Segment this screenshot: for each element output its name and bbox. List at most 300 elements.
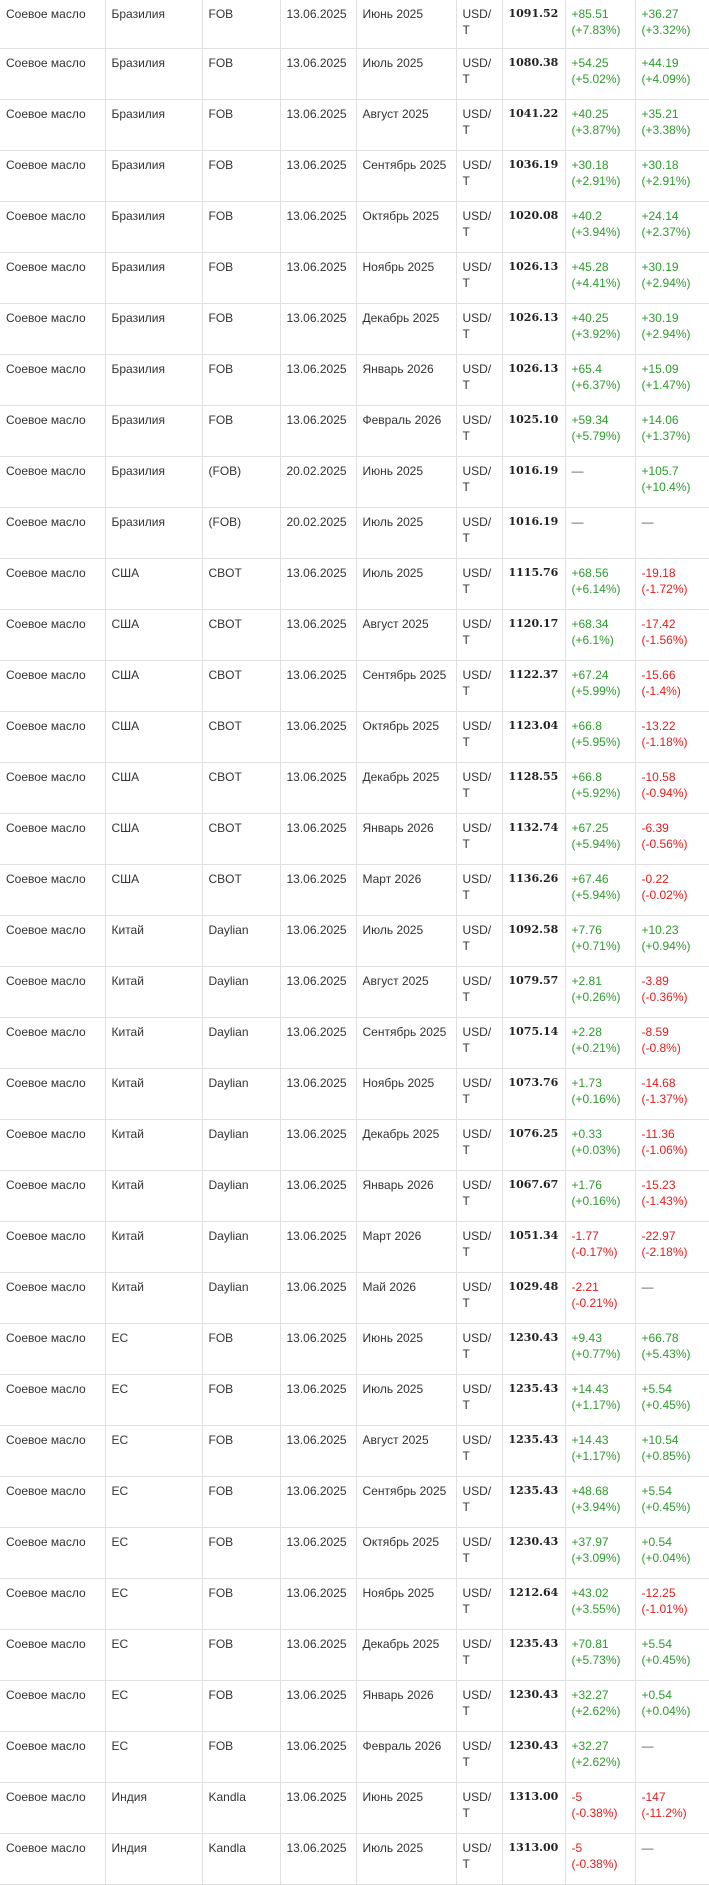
change-week-cell	[565, 864, 635, 915]
unit-text: T	[462, 683, 470, 698]
table-row	[0, 1323, 709, 1374]
period-cell: Сентябрь 2025	[356, 1476, 456, 1527]
price-cell: 1029.48	[502, 1272, 565, 1323]
change-month-cell	[635, 813, 709, 864]
change-value: +30.18	[571, 157, 609, 172]
basis-cell: (FOB)	[202, 456, 280, 507]
basis-cell: CBOT	[202, 558, 280, 609]
basis-cell: FOB	[202, 1374, 280, 1425]
unit-text: USD/	[462, 208, 492, 223]
unit-text: USD/	[462, 616, 492, 631]
change-percent: (+5.94%)	[571, 836, 621, 851]
country-cell: Китай	[105, 1272, 202, 1323]
country-cell: Китай	[105, 915, 202, 966]
period-cell: Ноябрь 2025	[356, 252, 456, 303]
change-week-cell	[565, 354, 635, 405]
change-month-cell	[635, 1731, 709, 1782]
change-value: -12.25	[641, 1585, 676, 1600]
price-cell: 1123.04	[502, 711, 565, 762]
change-month-cell	[635, 1119, 709, 1170]
unit-text: T	[462, 275, 470, 290]
unit-text: T	[462, 326, 470, 341]
price-cell: 1026.13	[502, 252, 565, 303]
change-month-cell	[635, 1833, 709, 1884]
basis-cell: Daylian	[202, 1221, 280, 1272]
change-week-cell	[565, 762, 635, 813]
period-cell: Сентябрь 2025	[356, 1017, 456, 1068]
product-cell: Соевое масло	[0, 303, 105, 354]
unit-cell	[456, 711, 502, 762]
basis-cell: Daylian	[202, 1170, 280, 1221]
change-week-cell	[565, 1170, 635, 1221]
basis-cell: FOB	[202, 252, 280, 303]
country-cell: Бразилия	[105, 303, 202, 354]
period-cell: Декабрь 2025	[356, 303, 456, 354]
product-cell: Соевое масло	[0, 1833, 105, 1884]
change-percent: (+3.38%)	[641, 122, 691, 137]
basis-cell: FOB	[202, 1323, 280, 1374]
change-month-cell	[635, 0, 709, 48]
unit-text: USD/	[462, 718, 492, 733]
change-value: +66.78	[641, 1330, 679, 1345]
unit-cell	[456, 966, 502, 1017]
price-cell: 1075.14	[502, 1017, 565, 1068]
date-cell: 13.06.2025	[280, 150, 356, 201]
country-cell: Бразилия	[105, 99, 202, 150]
unit-text: USD/	[462, 514, 492, 529]
price-cell: 1230.43	[502, 1731, 565, 1782]
unit-text: USD/	[462, 1585, 492, 1600]
change-month-cell	[635, 762, 709, 813]
table-row	[0, 507, 709, 558]
basis-cell: FOB	[202, 99, 280, 150]
country-cell: ЕС	[105, 1527, 202, 1578]
product-cell: Соевое масло	[0, 1680, 105, 1731]
date-cell: 13.06.2025	[280, 1833, 356, 1884]
change-value: +7.76	[571, 922, 602, 937]
date-cell: 13.06.2025	[280, 1527, 356, 1578]
date-cell: 13.06.2025	[280, 1272, 356, 1323]
unit-text: T	[462, 224, 470, 239]
basis-cell: Daylian	[202, 1272, 280, 1323]
basis-cell: FOB	[202, 1629, 280, 1680]
change-week-cell	[565, 1272, 635, 1323]
period-cell: Май 2026	[356, 1272, 456, 1323]
table-row	[0, 1374, 709, 1425]
change-month-cell	[635, 1425, 709, 1476]
basis-cell: Daylian	[202, 1068, 280, 1119]
table-row	[0, 1017, 709, 1068]
change-percent: (-0.56%)	[641, 836, 688, 851]
table-row	[0, 1272, 709, 1323]
country-cell: Бразилия	[105, 252, 202, 303]
unit-text: T	[462, 938, 470, 953]
change-value: +2.28	[571, 1024, 602, 1039]
period-cell: Июнь 2025	[356, 1323, 456, 1374]
change-month-cell	[635, 1476, 709, 1527]
change-week-cell	[565, 1119, 635, 1170]
period-cell: Июнь 2025	[356, 1782, 456, 1833]
unit-text: USD/	[462, 1840, 492, 1855]
period-cell: Август 2025	[356, 966, 456, 1017]
date-cell: 13.06.2025	[280, 405, 356, 456]
unit-text: T	[462, 1703, 470, 1718]
change-week-cell	[565, 1731, 635, 1782]
period-cell: Январь 2026	[356, 813, 456, 864]
change-week-cell	[565, 1221, 635, 1272]
table-row	[0, 405, 709, 456]
price-cell: 1313.00	[502, 1833, 565, 1884]
change-percent: (+5.02%)	[571, 71, 621, 86]
change-month-cell	[635, 1629, 709, 1680]
product-cell: Соевое масло	[0, 405, 105, 456]
unit-text: USD/	[462, 157, 492, 172]
country-cell: ЕС	[105, 1374, 202, 1425]
change-week-cell	[565, 1068, 635, 1119]
change-month-cell	[635, 456, 709, 507]
product-cell: Соевое масло	[0, 150, 105, 201]
change-week-cell	[565, 1476, 635, 1527]
change-value: +5.54	[641, 1636, 672, 1651]
change-month-cell	[635, 1323, 709, 1374]
change-percent: (-2.18%)	[641, 1244, 688, 1259]
change-value: —	[641, 1840, 654, 1855]
basis-cell: Daylian	[202, 1017, 280, 1068]
change-value: +10.23	[641, 922, 679, 937]
change-value: +54.25	[571, 55, 609, 70]
unit-cell	[456, 1833, 502, 1884]
change-value: -3.89	[641, 973, 669, 988]
period-cell: Октябрь 2025	[356, 201, 456, 252]
basis-cell: CBOT	[202, 609, 280, 660]
product-cell: Соевое масло	[0, 1221, 105, 1272]
change-week-cell	[565, 456, 635, 507]
change-value: +35.21	[641, 106, 679, 121]
change-week-cell	[565, 405, 635, 456]
country-cell: ЕС	[105, 1680, 202, 1731]
country-cell: Китай	[105, 1221, 202, 1272]
change-percent: (+5.73%)	[571, 1652, 621, 1667]
change-value: +9.43	[571, 1330, 602, 1345]
change-value: +48.68	[571, 1483, 609, 1498]
unit-cell	[456, 660, 502, 711]
unit-text: USD/	[462, 259, 492, 274]
change-percent: (+0.21%)	[571, 1040, 621, 1055]
table-row	[0, 1068, 709, 1119]
unit-text: USD/	[462, 1381, 492, 1396]
unit-cell	[456, 99, 502, 150]
unit-text: USD/	[462, 1228, 492, 1243]
country-cell: ЕС	[105, 1578, 202, 1629]
unit-text: USD/	[462, 769, 492, 784]
table-row	[0, 1476, 709, 1527]
change-value: -2.21	[571, 1279, 599, 1294]
unit-cell	[456, 1272, 502, 1323]
price-cell: 1235.43	[502, 1476, 565, 1527]
unit-cell	[456, 1782, 502, 1833]
change-percent: (+0.85%)	[641, 1448, 691, 1463]
country-cell: Китай	[105, 1119, 202, 1170]
table-row	[0, 1170, 709, 1221]
change-month-cell	[635, 966, 709, 1017]
change-value: +32.27	[571, 1738, 609, 1753]
price-cell: 1212.64	[502, 1578, 565, 1629]
change-value: +1.76	[571, 1177, 602, 1192]
country-cell: Китай	[105, 966, 202, 1017]
change-value: +5.54	[641, 1381, 672, 1396]
price-cell: 1080.38	[502, 48, 565, 99]
change-value: +14.43	[571, 1381, 609, 1396]
change-value: -5	[571, 1789, 583, 1804]
unit-text: USD/	[462, 55, 492, 70]
product-cell: Соевое масло	[0, 1068, 105, 1119]
period-cell: Ноябрь 2025	[356, 1068, 456, 1119]
date-cell: 13.06.2025	[280, 252, 356, 303]
product-cell: Соевое масло	[0, 1629, 105, 1680]
unit-text: T	[462, 785, 470, 800]
unit-cell	[456, 1425, 502, 1476]
unit-cell	[456, 150, 502, 201]
change-percent: (+0.04%)	[641, 1550, 691, 1565]
change-percent: (+3.32%)	[641, 23, 691, 37]
change-month-cell	[635, 1017, 709, 1068]
period-cell: Сентябрь 2025	[356, 660, 456, 711]
change-percent: (-1.43%)	[641, 1193, 688, 1208]
period-cell: Ноябрь 2025	[356, 1578, 456, 1629]
period-cell: Февраль 2026	[356, 405, 456, 456]
unit-text: USD/	[462, 310, 492, 325]
change-month-cell	[635, 1221, 709, 1272]
product-cell: Соевое масло	[0, 558, 105, 609]
change-value: -13.22	[641, 718, 676, 733]
change-percent: (-11.2%)	[641, 1805, 687, 1820]
change-percent: (+2.62%)	[571, 1754, 621, 1769]
change-value: +40.25	[571, 310, 609, 325]
change-value: +68.34	[571, 616, 609, 631]
table-row	[0, 915, 709, 966]
product-cell: Соевое масло	[0, 1578, 105, 1629]
change-week-cell	[565, 609, 635, 660]
price-cell: 1313.00	[502, 1782, 565, 1833]
period-cell: Сентябрь 2025	[356, 150, 456, 201]
change-value: -147	[641, 1789, 666, 1804]
period-cell: Август 2025	[356, 609, 456, 660]
unit-cell	[456, 507, 502, 558]
change-percent: (+3.94%)	[571, 1499, 621, 1514]
date-cell: 13.06.2025	[280, 1323, 356, 1374]
change-percent: (-0.38%)	[571, 1856, 618, 1871]
date-cell: 13.06.2025	[280, 711, 356, 762]
product-cell: Соевое масло	[0, 1425, 105, 1476]
price-cell: 1230.43	[502, 1323, 565, 1374]
change-percent: (-1.37%)	[641, 1091, 688, 1106]
unit-cell	[456, 1374, 502, 1425]
change-value: -5	[571, 1840, 583, 1855]
unit-text: USD/	[462, 106, 492, 121]
unit-text: USD/	[462, 1789, 492, 1804]
country-cell: Бразилия	[105, 201, 202, 252]
date-cell: 13.06.2025	[280, 813, 356, 864]
unit-cell	[456, 915, 502, 966]
price-cell: 1016.19	[502, 507, 565, 558]
basis-cell: FOB	[202, 201, 280, 252]
product-cell: Соевое масло	[0, 1527, 105, 1578]
period-cell: Июль 2025	[356, 1374, 456, 1425]
unit-cell	[456, 1017, 502, 1068]
change-value: +36.27	[641, 7, 679, 21]
unit-cell	[456, 1527, 502, 1578]
change-month-cell	[635, 252, 709, 303]
basis-cell: FOB	[202, 48, 280, 99]
unit-cell	[456, 1068, 502, 1119]
unit-text: T	[462, 1193, 470, 1208]
unit-text: T	[462, 1652, 470, 1667]
country-cell: Бразилия	[105, 354, 202, 405]
change-value: —	[641, 1279, 654, 1294]
period-cell: Декабрь 2025	[356, 762, 456, 813]
unit-text: USD/	[462, 1126, 492, 1141]
price-cell: 1025.10	[502, 405, 565, 456]
change-month-cell	[635, 1374, 709, 1425]
unit-text: T	[462, 1499, 470, 1514]
basis-cell: FOB	[202, 0, 280, 48]
change-value: +32.27	[571, 1687, 609, 1702]
country-cell: США	[105, 762, 202, 813]
change-week-cell	[565, 303, 635, 354]
change-value: +30.18	[641, 157, 679, 172]
basis-cell: Daylian	[202, 966, 280, 1017]
product-cell: Соевое масло	[0, 660, 105, 711]
table-row	[0, 0, 709, 48]
change-week-cell	[565, 252, 635, 303]
unit-cell	[456, 252, 502, 303]
country-cell: ЕС	[105, 1731, 202, 1782]
unit-text: T	[462, 530, 470, 545]
change-percent: (-0.38%)	[571, 1805, 618, 1820]
price-cell: 1091.52	[502, 0, 565, 48]
period-cell: Июль 2025	[356, 558, 456, 609]
unit-cell	[456, 762, 502, 813]
unit-text: USD/	[462, 820, 492, 835]
price-cell: 1073.76	[502, 1068, 565, 1119]
change-value: +10.54	[641, 1432, 679, 1447]
date-cell: 13.06.2025	[280, 558, 356, 609]
unit-text: USD/	[462, 1330, 492, 1345]
change-percent: (-0.8%)	[641, 1040, 681, 1055]
change-value: +66.8	[571, 769, 602, 784]
unit-cell	[456, 1119, 502, 1170]
change-percent: (+0.94%)	[641, 938, 691, 953]
country-cell: ЕС	[105, 1323, 202, 1374]
unit-text: T	[462, 1346, 470, 1361]
basis-cell: (FOB)	[202, 507, 280, 558]
price-cell: 1067.67	[502, 1170, 565, 1221]
change-month-cell	[635, 201, 709, 252]
change-percent: (+1.37%)	[641, 428, 691, 443]
period-cell: Март 2026	[356, 1221, 456, 1272]
basis-cell: FOB	[202, 354, 280, 405]
product-cell: Соевое масло	[0, 1731, 105, 1782]
basis-cell: FOB	[202, 1425, 280, 1476]
product-cell: Соевое масло	[0, 1782, 105, 1833]
change-percent: (+0.45%)	[641, 1499, 691, 1514]
unit-text: T	[462, 428, 470, 443]
price-cell: 1120.17	[502, 609, 565, 660]
unit-text: T	[462, 581, 470, 596]
price-cell: 1235.43	[502, 1374, 565, 1425]
product-cell: Соевое масло	[0, 813, 105, 864]
product-cell: Соевое масло	[0, 609, 105, 660]
unit-text: USD/	[462, 1483, 492, 1498]
basis-cell: Kandla	[202, 1833, 280, 1884]
change-week-cell	[565, 1782, 635, 1833]
unit-text: USD/	[462, 1534, 492, 1549]
change-percent: (+5.94%)	[571, 887, 621, 902]
change-percent: (+2.94%)	[641, 275, 691, 290]
change-month-cell	[635, 864, 709, 915]
change-week-cell	[565, 1578, 635, 1629]
period-cell: Декабрь 2025	[356, 1119, 456, 1170]
change-value: -10.58	[641, 769, 676, 784]
table-row	[0, 99, 709, 150]
date-cell: 13.06.2025	[280, 609, 356, 660]
country-cell: Индия	[105, 1782, 202, 1833]
unit-text: USD/	[462, 463, 492, 478]
unit-cell	[456, 303, 502, 354]
table-row	[0, 864, 709, 915]
unit-cell	[456, 48, 502, 99]
change-value: +0.33	[571, 1126, 602, 1141]
change-percent: (+2.91%)	[641, 173, 691, 188]
country-cell: ЕС	[105, 1425, 202, 1476]
change-percent: (+7.83%)	[571, 23, 621, 37]
unit-text: USD/	[462, 973, 492, 988]
country-cell: США	[105, 558, 202, 609]
product-cell: Соевое масло	[0, 201, 105, 252]
change-percent: (+1.17%)	[571, 1448, 621, 1463]
change-value: —	[641, 514, 654, 529]
price-cell: 1026.13	[502, 303, 565, 354]
basis-cell: Daylian	[202, 915, 280, 966]
change-week-cell	[565, 660, 635, 711]
table-row	[0, 1425, 709, 1476]
country-cell: США	[105, 660, 202, 711]
change-value: +30.19	[641, 259, 679, 274]
basis-cell: FOB	[202, 1476, 280, 1527]
change-week-cell	[565, 150, 635, 201]
unit-text: T	[462, 1754, 470, 1769]
product-cell: Соевое масло	[0, 1017, 105, 1068]
product-cell: Соевое масло	[0, 1119, 105, 1170]
period-cell: Июль 2025	[356, 507, 456, 558]
change-percent: (+5.79%)	[571, 428, 621, 443]
unit-cell	[456, 558, 502, 609]
basis-cell: CBOT	[202, 660, 280, 711]
date-cell: 20.02.2025	[280, 456, 356, 507]
country-cell: США	[105, 813, 202, 864]
product-cell: Соевое масло	[0, 1272, 105, 1323]
price-cell: 1128.55	[502, 762, 565, 813]
change-percent: (+3.94%)	[571, 224, 621, 239]
date-cell: 13.06.2025	[280, 1578, 356, 1629]
change-value: -8.59	[641, 1024, 669, 1039]
period-cell: Июнь 2025	[356, 0, 456, 48]
table-row	[0, 762, 709, 813]
period-cell: Июль 2025	[356, 48, 456, 99]
country-cell: Китай	[105, 1017, 202, 1068]
date-cell: 13.06.2025	[280, 0, 356, 48]
period-cell: Июнь 2025	[356, 456, 456, 507]
